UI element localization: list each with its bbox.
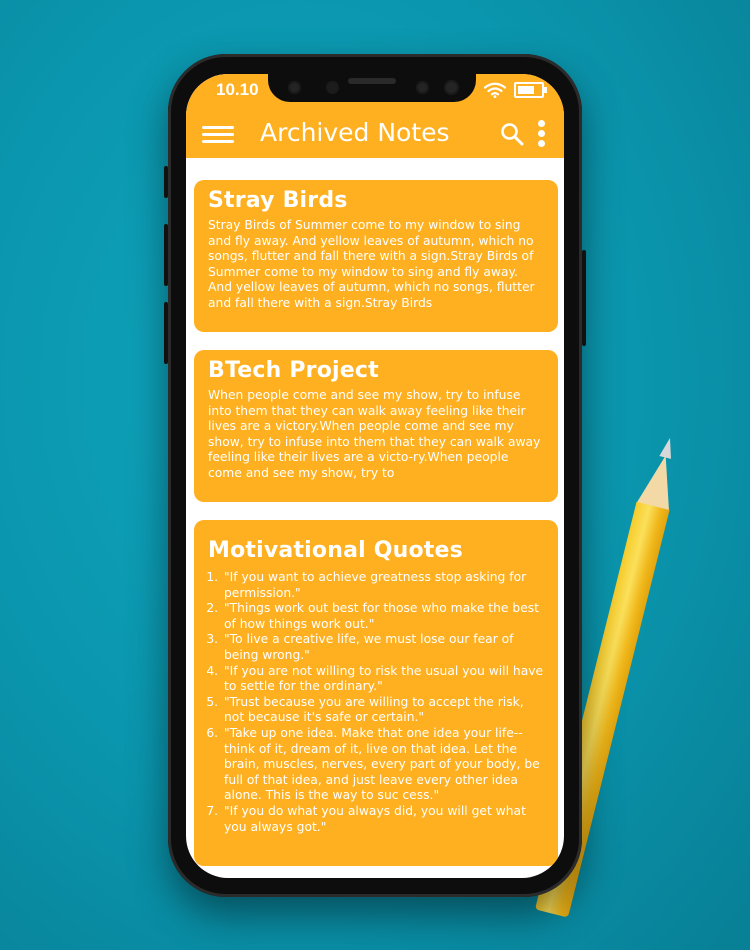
note-title: Stray Birds [208, 188, 348, 213]
volume-down-button [164, 302, 168, 364]
front-camera-icon [326, 81, 339, 94]
sensor-icon [288, 81, 301, 94]
list-item: 7. "If you do what you always did, you will get what you always got." [222, 804, 544, 835]
list-item: 5. "Trust because you are willing to accept the risk, not because it's safe or certain." [222, 695, 544, 726]
phone-frame [168, 54, 582, 897]
search-icon[interactable] [500, 122, 524, 146]
more-vert-icon[interactable] [538, 120, 546, 148]
sensor-icon [416, 81, 429, 94]
app-bar [186, 74, 564, 158]
list-item: 6. "Take up one idea. Make that one idea your life--think of it, dream of it, live on that idea. Let the brain, muscles, nerves, every part of your body, be full of that idea, and just leave every other idea alone. This is the way to suc cess." [222, 726, 544, 804]
list-item: 1. "If you want to achieve greatness stop asking for permission." [222, 570, 544, 601]
battery-icon [514, 82, 544, 98]
note-card[interactable] [194, 350, 558, 502]
notch [268, 74, 476, 102]
note-title: BTech Project [208, 358, 379, 383]
list-item: 4. "If you are not willing to risk the usual you will have to settle for the ordinary." [222, 664, 544, 695]
mute-switch [164, 166, 168, 198]
speaker-grille [348, 78, 396, 84]
wifi-icon [484, 82, 506, 98]
note-body: Stray Birds of Summer come to my window to sing and fly away. And yellow leaves of autumn, which no songs, flutter and fall there with a sign.Stray Birds of Summer come to my window to sing and fly away. And yellow leaves of autumn, which no songs, flutter and fall there with a sign.Stray Birds [208, 218, 535, 310]
note-card[interactable] [194, 180, 558, 332]
volume-up-button [164, 224, 168, 286]
note-card[interactable] [194, 520, 558, 866]
note-body: When people come and see my show, try to infuse into them that they can walk away feeling like their lives are a victory.When people come and see my show, try to infuse into them that they can walk away feeling like their lives are a victo-ry.When people come and see my show, try to [208, 388, 541, 480]
menu-icon[interactable] [202, 126, 234, 144]
page-title: Archived Notes [260, 118, 450, 147]
list-item: 3. "To live a creative life, we must lose our fear of being wrong." [222, 632, 544, 663]
status-time: 10.10 [216, 80, 259, 99]
quote-list [208, 570, 544, 835]
front-camera-icon [444, 80, 459, 95]
phone-screen [186, 74, 564, 878]
status-icons [484, 81, 544, 99]
list-item: 2. "Things work out best for those who make the best of how things work out." [222, 601, 544, 632]
note-title: Motivational Quotes [208, 538, 463, 563]
power-button [582, 250, 586, 346]
